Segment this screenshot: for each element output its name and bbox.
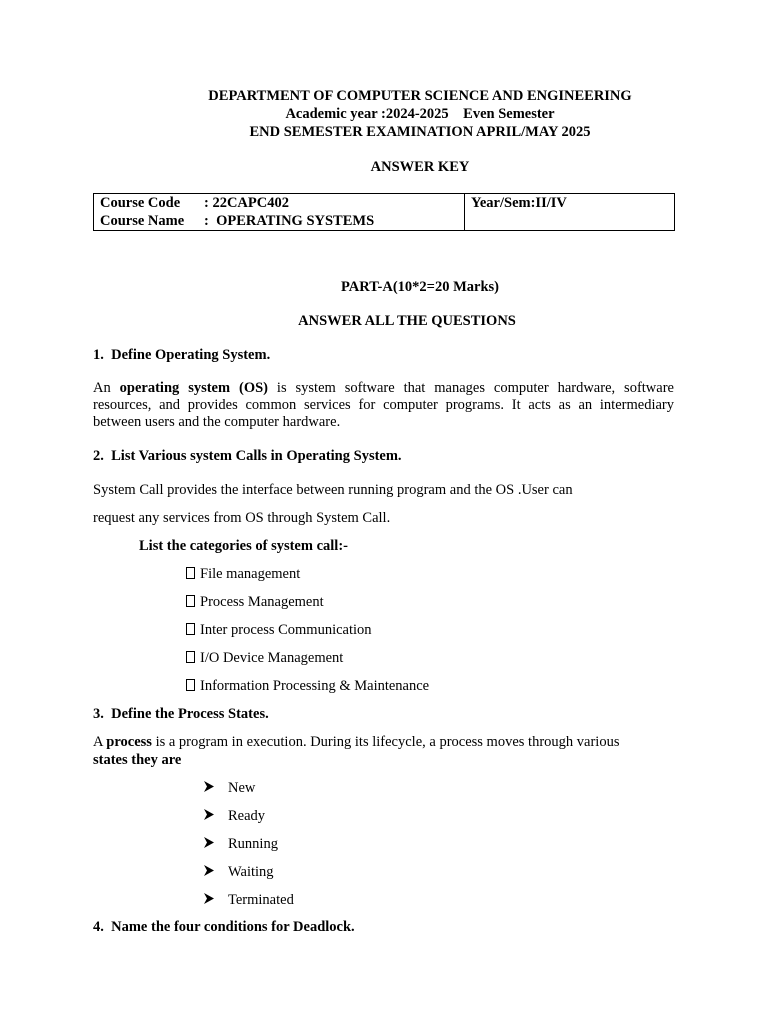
missing-glyph-icon — [186, 567, 195, 579]
course-details-cell — [94, 194, 465, 231]
exam-title: END SEMESTER EXAMINATION APRIL/MAY 2025 — [249, 124, 591, 140]
q1-answer — [93, 380, 674, 431]
arrow-bullet-icon — [202, 780, 216, 793]
q2-subheading: List the categories of system call:- — [139, 538, 348, 554]
missing-glyph-icon — [186, 595, 195, 607]
list-item — [186, 649, 343, 667]
q2-number: 2. — [93, 448, 104, 464]
answer-key-title: ANSWER KEY — [370, 159, 470, 175]
q2-question: List Various system Calls in Operating System. — [111, 448, 402, 464]
list-item-label: New — [228, 780, 256, 796]
list-item — [202, 835, 278, 853]
q1-answer-bold: operating system (OS) — [119, 380, 268, 396]
course-name-value: : OPERATING SYSTEMS — [204, 213, 375, 229]
q3-heading — [93, 705, 269, 723]
list-item — [202, 863, 274, 881]
q3-answer-line-1 — [93, 733, 619, 751]
list-item-label: Terminated — [228, 892, 294, 908]
q1-answer-rest: is system software that manages computer hardware, software resources, and provides common services for computer programs. It acts as an intermediary between users and the computer hardware. — [93, 380, 674, 430]
list-item-label: Waiting — [228, 864, 274, 880]
q4-number: 4. — [93, 919, 104, 935]
course-code-value: : 22CAPC402 — [204, 195, 289, 211]
part-a-title: PART-A(10*2=20 Marks) — [341, 279, 499, 295]
q1-number: 1. — [93, 347, 104, 363]
arrow-bullet-icon — [202, 836, 216, 849]
arrow-bullet-icon — [202, 808, 216, 821]
q1-heading — [93, 346, 270, 364]
list-item-label: Process Management — [200, 594, 324, 610]
list-item — [202, 891, 294, 909]
q2-line-1: System Call provides the interface between running program and the OS .User can — [93, 482, 573, 498]
list-item-label: Information Processing & Maintenance — [200, 678, 430, 694]
part-a-instruction: ANSWER ALL THE QUESTIONS — [298, 313, 516, 329]
q4-heading — [93, 918, 355, 936]
academic-year: Academic year :2024-2025 Even Semester — [285, 106, 555, 122]
list-item-label: Running — [228, 836, 278, 852]
q3-answer-rest: is a program in execution. During its lifecycle, a process moves through various — [151, 734, 620, 750]
missing-glyph-icon — [186, 623, 195, 635]
q3-answer-line-2: states they are — [93, 752, 182, 768]
q3-question: Define the Process States. — [111, 706, 269, 722]
list-item-label: Inter process Communication — [200, 622, 372, 638]
department-title: DEPARTMENT OF COMPUTER SCIENCE AND ENGINEERING — [208, 88, 632, 104]
missing-glyph-icon — [186, 679, 195, 691]
arrow-bullet-icon — [202, 864, 216, 877]
list-item — [186, 621, 372, 639]
course-name-label: Course Name — [100, 213, 185, 229]
list-item — [186, 677, 429, 695]
q1-question: Define Operating System. — [111, 347, 271, 363]
q2-heading — [93, 447, 402, 465]
missing-glyph-icon — [186, 651, 195, 663]
q3-answer-bold: process — [106, 734, 152, 750]
year-sem-value: Year/Sem:II/IV — [471, 195, 567, 211]
list-item-label: File management — [200, 566, 301, 582]
list-item-label: Ready — [228, 808, 266, 824]
list-item-label: I/O Device Management — [200, 650, 344, 666]
course-name-row — [100, 212, 458, 230]
list-item — [186, 565, 300, 583]
course-code-row — [100, 194, 458, 212]
list-item — [202, 779, 255, 797]
q2-line-2: request any services from OS through System Call. — [93, 510, 391, 526]
q3-answer-prefix: A — [93, 734, 107, 750]
course-code-label: Course Code — [100, 195, 181, 211]
list-item — [186, 593, 324, 611]
list-item — [202, 807, 265, 825]
q1-answer-prefix: An — [93, 380, 120, 396]
q4-question: Name the four conditions for Deadlock. — [111, 919, 355, 935]
q3-number: 3. — [93, 706, 104, 722]
arrow-bullet-icon — [202, 892, 216, 905]
year-sem-cell — [465, 194, 675, 231]
course-info-table — [93, 193, 675, 231]
